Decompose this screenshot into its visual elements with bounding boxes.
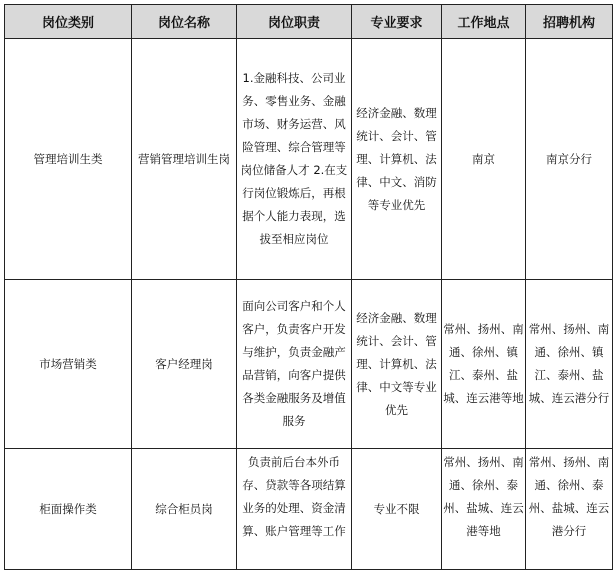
cell-major: 专业不限 (352, 449, 442, 570)
table-row (5, 280, 613, 449)
table-row (5, 39, 613, 280)
cell-duties: 1.金融科技、公司业务、零售业务、金融市场、财务运营、风险管理、综合管理等岗位储备人才 2.在支行岗位锻炼后，再根据个人能力表现，选拔至相应岗位 (237, 39, 352, 280)
header-duties: 岗位职责 (237, 5, 352, 39)
cell-location: 常州、扬州、南通、徐州、泰州、盐城、连云港等地 (442, 449, 526, 570)
recruitment-table (4, 4, 613, 570)
header-location: 工作地点 (442, 5, 526, 39)
cell-major: 经济金融、数理统计、会计、管理、计算机、法律、中文等专业优先 (352, 280, 442, 449)
cell-category: 市场营销类 (5, 280, 132, 449)
table-row (5, 449, 613, 570)
cell-position: 营销管理培训生岗 (132, 39, 237, 280)
cell-agency: 常州、扬州、南通、徐州、镇江、泰州、盐城、连云港分行 (526, 280, 613, 449)
cell-category: 柜面操作类 (5, 449, 132, 570)
header-position: 岗位名称 (132, 5, 237, 39)
cell-major: 经济金融、数理统计、会计、管理、计算机、法律、中文、消防等专业优先 (352, 39, 442, 280)
header-major: 专业要求 (352, 5, 442, 39)
cell-duties: 负责前后台本外币存、贷款等各项结算业务的处理、资金清算、账户管理等工作 (237, 449, 352, 570)
cell-location: 南京 (442, 39, 526, 280)
header-category: 岗位类别 (5, 5, 132, 39)
cell-position: 综合柜员岗 (132, 449, 237, 570)
table-header-row (5, 5, 613, 39)
cell-duties: 面向公司客户和个人客户，负责客户开发与维护，负责金融产品营销，向客户提供各类金融服务及增值服务 (237, 280, 352, 449)
cell-category: 管理培训生类 (5, 39, 132, 280)
header-agency: 招聘机构 (526, 5, 613, 39)
cell-agency: 南京分行 (526, 39, 613, 280)
cell-agency: 常州、扬州、南通、徐州、泰州、盐城、连云港分行 (526, 449, 613, 570)
cell-position: 客户经理岗 (132, 280, 237, 449)
cell-location: 常州、扬州、南通、徐州、镇江、泰州、盐城、连云港等地 (442, 280, 526, 449)
